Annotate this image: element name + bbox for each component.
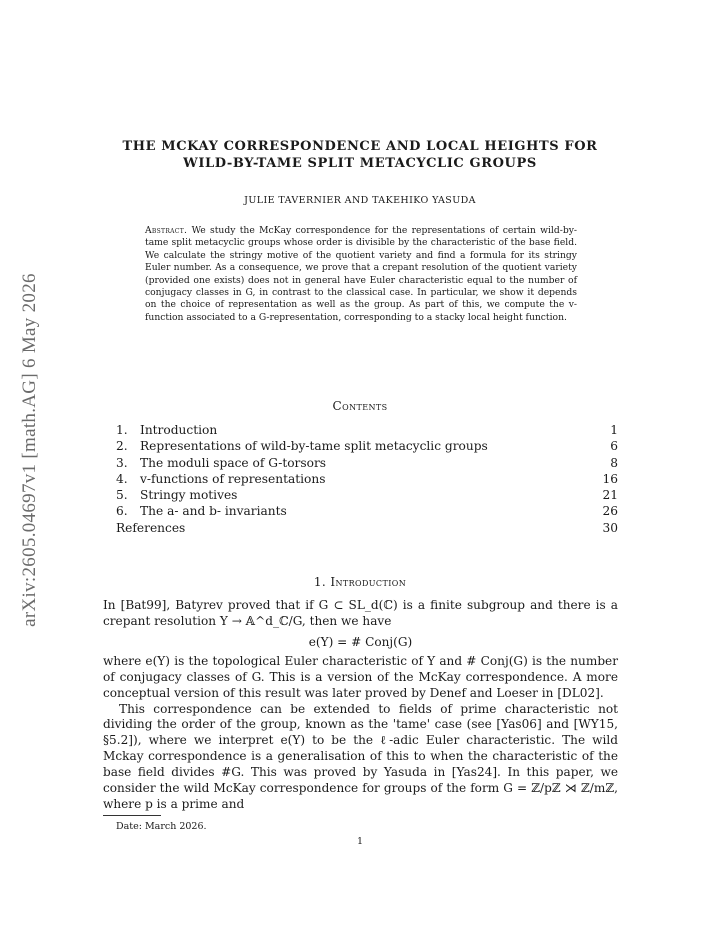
toc-entry-number: 2. bbox=[116, 439, 128, 454]
toc-entry-label: The a- and b- invariants bbox=[140, 504, 287, 519]
toc-entry-number: 3. bbox=[116, 455, 128, 470]
toc-entry-number: 4. bbox=[116, 471, 128, 486]
intro-paragraph-1b: where e(Y) is the topological Euler characteristic of Y and # Conj(G) is the number of conjugacy classes of G. This is a version of the McKay correspondence. A more conceptual version of this result was later proved by Denef and Loeser in [DL02]. bbox=[103, 653, 618, 700]
toc-entry[interactable] bbox=[116, 438, 618, 454]
toc-entry-page: 30 bbox=[602, 520, 618, 535]
footnote-divider bbox=[103, 815, 161, 816]
display-equation: e(Y) = # Conj(G) bbox=[308, 634, 413, 649]
toc-entry-label: References bbox=[116, 520, 186, 535]
abstract bbox=[145, 225, 577, 324]
intro-paragraph-1a: In [Bat99], Batyrev proved that if G ⊂ SL_d(ℂ) is a finite subgroup and there is a crepant resolution Y → 𝔸^d_ℂ/G, then we have bbox=[103, 598, 618, 628]
toc-entry-number: 1. bbox=[116, 423, 128, 437]
toc-entry[interactable] bbox=[116, 455, 618, 471]
toc-entry-number: 6. bbox=[116, 504, 128, 519]
toc-entry-number: 5. bbox=[116, 488, 128, 503]
toc-entry-page: 6 bbox=[610, 439, 618, 454]
intro-paragraph-2: This correspondence can be extended to fields of prime characteristic not dividing the order of the group, known as the 'tame' case (see [Yas06] and [WY15, §5.2]), where we interpret e(Y) to be the ℓ-adic Euler characteristic. The wild Mckay correspondence is a generalisation of this to when the characteristic of the base field divides #G. This was proved by Yasuda in [Yas24]. In this paper, we consider the wild McKay correspondence for groups of the form G = ℤ/pℤ ⋊ ℤ/mℤ, where p is a prime and bbox=[103, 701, 618, 811]
toc-entry-label: The moduli space of G-torsors bbox=[140, 455, 327, 470]
toc-entry[interactable] bbox=[116, 422, 618, 438]
introduction-body bbox=[103, 598, 618, 813]
authors: JULIE TAVERNIER AND TAKEHIKO YASUDA bbox=[244, 195, 476, 206]
toc-entry-label: v-functions of representations bbox=[140, 471, 326, 486]
toc-entry-page: 21 bbox=[602, 488, 618, 503]
table-of-contents bbox=[116, 422, 618, 536]
title-line-1: THE MCKAY CORRESPONDENCE AND LOCAL HEIGHTS FOR bbox=[122, 139, 598, 154]
toc-entry-label: Introduction bbox=[140, 423, 218, 437]
abstract-text: We study the McKay correspondence for the representations of certain wild-by-tame split metacyclic groups whose order is divisible by the characteristic of the base field. We calculate the stringy motive of the quotient variety and find a formula for its stringy Euler number. As a consequence, we prove that a crepant resolution of the quotient variety (provided one exists) does not in general have Euler characteristic equal to the number of conjugacy classes in G, in contrast to the classical case. In particular, we show it depends on the choice of representation as well as the group. As part of this, we compute the v-function associated to a G-representation, corresponding to a stacky local height function. bbox=[145, 225, 577, 323]
paper-title bbox=[100, 138, 620, 172]
toc-entry-references[interactable] bbox=[116, 520, 618, 536]
toc-entry-label: Stringy motives bbox=[140, 488, 238, 503]
abstract-label: Abstract. bbox=[145, 225, 188, 236]
section-heading: 1. Introduction bbox=[313, 575, 407, 589]
contents-heading: Contents bbox=[332, 399, 388, 413]
toc-entry-label: Representations of wild-by-tame split metacyclic groups bbox=[140, 439, 488, 454]
toc-entry[interactable] bbox=[116, 503, 618, 519]
toc-entry-page: 1 bbox=[610, 423, 618, 437]
toc-entry[interactable] bbox=[116, 471, 618, 487]
arxiv-stamp: arXiv:2605.04697v1 [math.AG] 6 May 2026 bbox=[19, 273, 40, 627]
page-number: 1 bbox=[356, 836, 364, 847]
toc-entry-page: 26 bbox=[602, 504, 618, 519]
toc-entry-page: 8 bbox=[610, 455, 618, 470]
title-line-2: WILD-BY-TAME SPLIT METACYCLIC GROUPS bbox=[183, 156, 537, 171]
toc-entry-page: 16 bbox=[602, 471, 618, 486]
toc-entry[interactable] bbox=[116, 487, 618, 503]
footnote-date: Date: March 2026. bbox=[116, 821, 207, 832]
